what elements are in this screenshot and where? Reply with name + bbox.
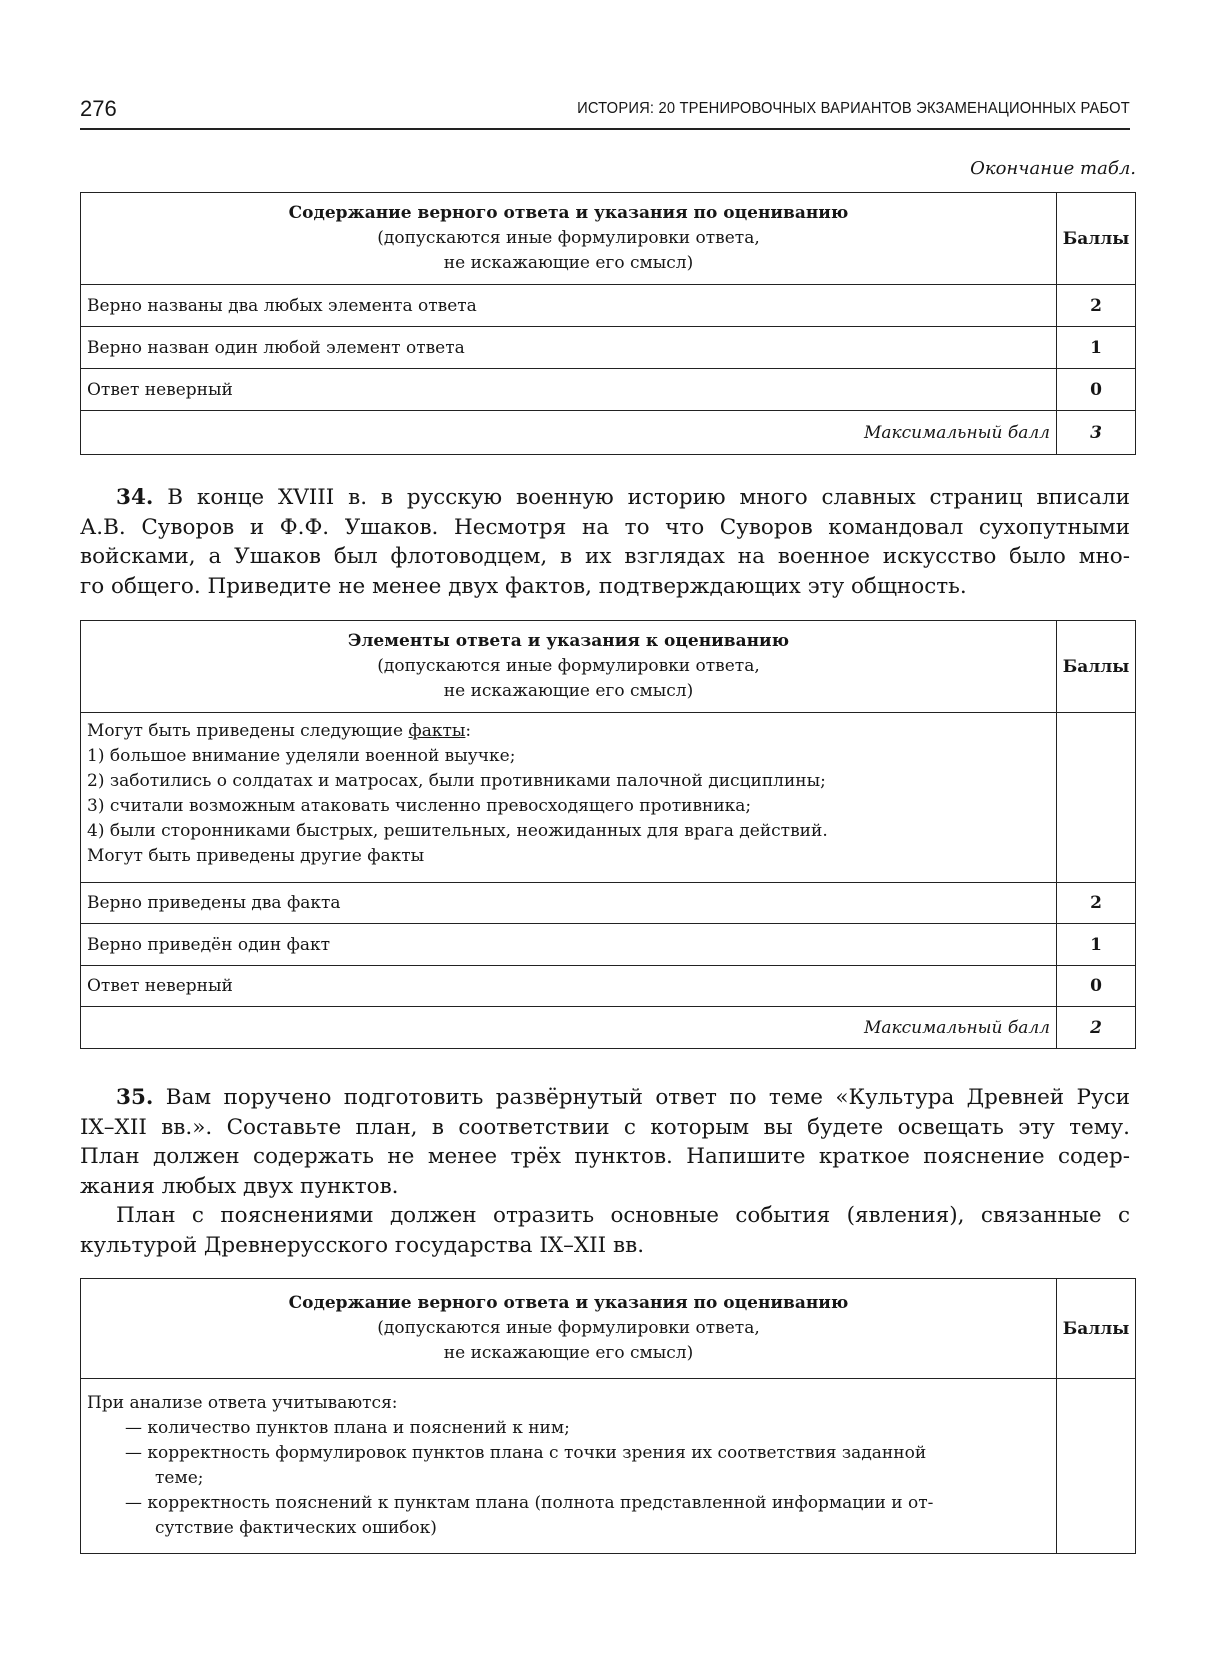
text-fragment: : (465, 721, 472, 741)
points: 0 (1057, 966, 1136, 1007)
text-line: войсками, а Ушаков был флотоводцем, в их взглядах на военное искусство было мно- (80, 544, 1130, 569)
criterion: Верно приведён один факт (81, 924, 1057, 966)
table-row (81, 327, 1136, 369)
criterion: Верно приведены два факта (81, 883, 1057, 924)
max-score-label: Максимальный балл (81, 411, 1057, 455)
text-fragment: Вам поручено подготовить развёрнутый ответ по теме «Культура Древней Руси (153, 1085, 1130, 1110)
header-line: Содержание верного ответа и указания по оцениванию (288, 1293, 849, 1313)
header-line: (допускаются иные формулировки ответа, (377, 1318, 760, 1338)
header-line: Элементы ответа и указания к оцениванию (347, 631, 790, 651)
max-score-value: 2 (1057, 1007, 1136, 1049)
points-empty (1057, 713, 1136, 883)
task-35-text (80, 1083, 1130, 1260)
points: 2 (1057, 285, 1136, 327)
max-score-row (81, 1007, 1136, 1049)
facts-row (81, 713, 1136, 883)
text-line (80, 1083, 1130, 1113)
running-title: ИСТОРИЯ: 20 ТРЕНИРОВОЧНЫХ ВАРИАНТОВ ЭКЗАМЕНАЦИОННЫХ РАБОТ (577, 100, 1130, 117)
header-line: не искажающие его смысл) (443, 253, 694, 273)
task-number: 35. (116, 1085, 154, 1110)
fact-item: 1) большое внимание уделяли военной выучке; (87, 746, 516, 766)
max-score-row (81, 411, 1136, 455)
text-fragment: факты (408, 721, 466, 741)
points: 1 (1057, 327, 1136, 369)
header-line: Содержание верного ответа и указания по оцениванию (288, 203, 849, 223)
text-line: жания любых двух пунктов. (80, 1173, 399, 1199)
criteria-row (81, 1379, 1136, 1554)
table-row (81, 883, 1136, 924)
table-continuation-note: Окончание табл. (970, 158, 1136, 179)
fact-item: 4) были сторонниками быстрых, решительных, неожиданных для врага действий. (87, 821, 828, 841)
criteria-intro: При анализе ответа учитываются: (87, 1393, 398, 1413)
grading-table-34 (80, 620, 1136, 1049)
criterion: Ответ неверный (81, 966, 1057, 1007)
points: 0 (1057, 369, 1136, 411)
criteria-item: теме; (155, 1468, 204, 1488)
criteria-item: сутствие фактических ошибок) (155, 1518, 437, 1538)
max-score-label: Максимальный балл (81, 1007, 1057, 1049)
grading-table-35 (80, 1278, 1136, 1554)
table-header (81, 1279, 1057, 1379)
table-row (81, 966, 1136, 1007)
header-line: не искажающие его смысл) (443, 1343, 694, 1363)
table-row (81, 285, 1136, 327)
text-line: го общего. Приведите не менее двух фактов, подтверждающих эту общность. (80, 573, 967, 599)
points-header: Баллы (1057, 621, 1136, 713)
text-line: А.В. Суворов и Ф.Ф. Ушаков. Несмотря на то что Суворов командовал сухопутными (80, 514, 1130, 540)
criteria-item: — корректность формулировок пунктов плана с точки зрения их соответствия заданной (125, 1443, 927, 1463)
max-score-value: 3 (1057, 411, 1136, 455)
points: 1 (1057, 924, 1136, 966)
grading-table-33 (80, 192, 1136, 455)
header-line: (допускаются иные формулировки ответа, (377, 228, 760, 248)
page-number: 276 (80, 96, 117, 121)
header-line: (допускаются иные формулировки ответа, (377, 656, 760, 676)
criteria-list (81, 1379, 1057, 1554)
text-line: IX–XII вв.». Составьте план, в соответствии с которым вы будете освещать эту тему. (80, 1114, 1130, 1140)
text-line: План с пояснениями должен отразить основные события (явления), связанные с (116, 1203, 1130, 1228)
fact-item: 3) считали возможным атаковать численно превосходящего противника; (87, 796, 752, 816)
task-number: 34. (116, 485, 154, 510)
table-row (81, 369, 1136, 411)
fact-item: Могут быть приведены другие факты (87, 846, 425, 866)
points-header: Баллы (1057, 193, 1136, 285)
criterion: Верно названы два любых элемента ответа (81, 285, 1057, 327)
table-header (81, 193, 1057, 285)
criteria-item: — корректность пояснений к пунктам плана (полнота представленной информации и от- (125, 1493, 934, 1513)
text-line: План должен содержать не менее трёх пунктов. Напишите краткое пояснение содер- (80, 1144, 1130, 1169)
criterion: Ответ неверный (81, 369, 1057, 411)
points: 2 (1057, 883, 1136, 924)
task-34-text (80, 483, 1130, 601)
fact-item: 2) заботились о солдатах и матросах, были противниками палочной дисциплины; (87, 771, 826, 791)
points-header: Баллы (1057, 1279, 1136, 1379)
facts-intro (87, 719, 1050, 744)
text-line: культурой Древнерусского государства IX–XII вв. (80, 1232, 645, 1258)
header-line: не искажающие его смысл) (443, 681, 694, 701)
table-row (81, 924, 1136, 966)
criterion: Верно назван один любой элемент ответа (81, 327, 1057, 369)
criteria-item: — количество пунктов плана и пояснений к ним; (125, 1418, 570, 1438)
facts-list (81, 713, 1057, 883)
text-line (80, 483, 1130, 513)
table-header (81, 621, 1057, 713)
running-header (80, 92, 1130, 130)
text-fragment: Могут быть приведены следующие (87, 721, 409, 741)
points-empty (1057, 1379, 1136, 1554)
text-fragment: В конце XVIII в. в русскую военную историю много славных страниц вписали (153, 485, 1130, 510)
